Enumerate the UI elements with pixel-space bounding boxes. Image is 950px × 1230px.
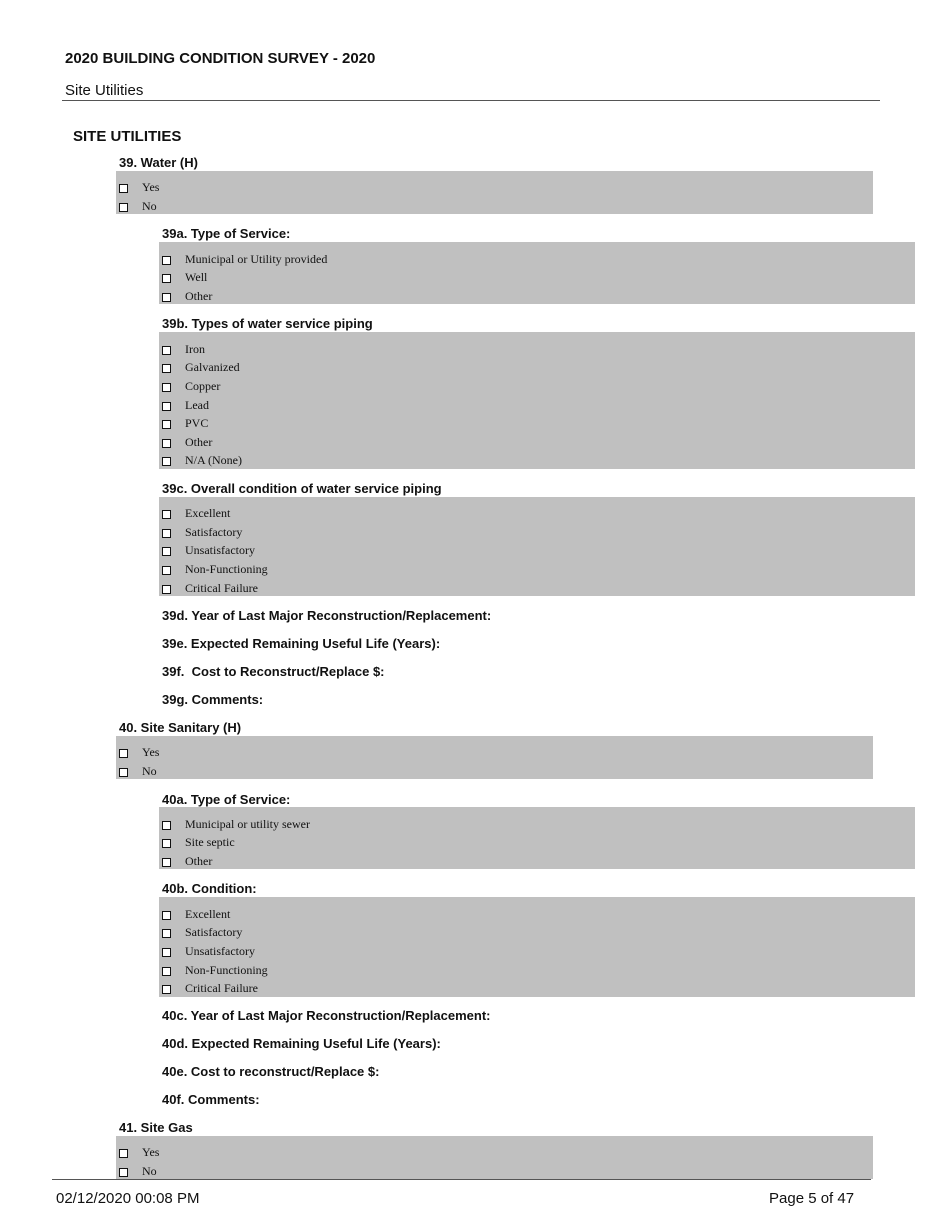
checkbox-icon[interactable] [162,967,171,976]
checkbox-icon[interactable] [162,529,171,538]
checkbox-icon[interactable] [119,749,128,758]
option-label: Other [185,854,213,868]
question-40b-label: 40b. Condition: [162,881,257,896]
question-39a-label: 39a. Type of Service: [162,226,291,241]
option-label: Yes [142,180,160,194]
option-label: PVC [185,416,209,430]
question-39g-label: 39g. Comments: [162,692,264,707]
option-label: Excellent [185,907,231,921]
checkbox-icon[interactable] [162,256,171,265]
checkbox-icon[interactable] [162,839,171,848]
checkbox-icon[interactable] [162,929,171,938]
option-label: Unsatisfactory [185,944,255,958]
checkbox-icon[interactable] [119,1149,128,1158]
question-40e-label: 40e. Cost to reconstruct/Replace $: [162,1064,380,1079]
checkbox-icon[interactable] [162,821,171,830]
checkbox-icon[interactable] [162,457,171,466]
option-label: No [142,199,157,213]
question-39c-label: 39c. Overall condition of water service piping [162,481,442,496]
checkbox-icon[interactable] [162,439,171,448]
option-label: Yes [142,1145,160,1159]
question-39d-label: 39d. Year of Last Major Reconstruction/Replacement: [162,608,492,623]
option-label: Well [185,270,208,284]
footer-divider [52,1179,871,1180]
q39a-options [159,242,915,304]
checkbox-icon[interactable] [162,274,171,283]
footer-page-number: Page 5 of 47 [769,1190,855,1207]
option-label: Satisfactory [185,525,243,539]
checkbox-icon[interactable] [162,364,171,373]
option-label: Non-Functioning [185,963,268,977]
document-title: 2020 BUILDING CONDITION SURVEY - 2020 [65,50,376,67]
q39c-options [159,497,915,596]
option-label: Municipal or Utility provided [185,252,328,266]
option-label: Excellent [185,506,231,520]
question-40d-label: 40d. Expected Remaining Useful Life (Years): [162,1036,441,1051]
q40a-options [159,807,915,869]
checkbox-icon[interactable] [162,420,171,429]
checkbox-icon[interactable] [162,985,171,994]
question-39b-label: 39b. Types of water service piping [162,316,373,331]
q41-options [116,1136,873,1179]
option-label: Copper [185,379,221,393]
section-heading: SITE UTILITIES [73,128,182,145]
checkbox-icon[interactable] [162,585,171,594]
checkbox-icon[interactable] [119,203,128,212]
checkbox-icon[interactable] [162,547,171,556]
question-39e-label: 39e. Expected Remaining Useful Life (Years): [162,636,441,651]
option-label: Yes [142,745,160,759]
question-40c-label: 40c. Year of Last Major Reconstruction/Replacement: [162,1008,491,1023]
checkbox-icon[interactable] [162,911,171,920]
option-label: No [142,1164,157,1178]
option-label: No [142,764,157,778]
option-label: Critical Failure [185,581,258,595]
option-label: Other [185,435,213,449]
option-label: Municipal or utility sewer [185,817,310,831]
option-label: Iron [185,342,205,356]
checkbox-icon[interactable] [162,402,171,411]
question-40f-label: 40f. Comments: [162,1092,260,1107]
q39-options [116,171,873,214]
option-label: Non-Functioning [185,562,268,576]
option-label: Critical Failure [185,981,258,995]
checkbox-icon[interactable] [162,346,171,355]
question-40-label: 40. Site Sanitary (H) [119,720,242,735]
q39b-options [159,332,915,469]
footer-timestamp: 02/12/2020 00:08 PM [56,1190,200,1207]
q40-options [116,736,873,779]
option-label: Satisfactory [185,925,243,939]
q40b-options [159,897,915,997]
question-39-label: 39. Water (H) [119,155,198,170]
checkbox-icon[interactable] [162,858,171,867]
checkbox-icon[interactable] [119,768,128,777]
option-label: Lead [185,398,209,412]
checkbox-icon[interactable] [119,1168,128,1177]
question-40a-label: 40a. Type of Service: [162,792,291,807]
header-divider [62,100,880,101]
checkbox-icon[interactable] [119,184,128,193]
option-label: Site septic [185,835,235,849]
checkbox-icon[interactable] [162,383,171,392]
checkbox-icon[interactable] [162,293,171,302]
question-41-label: 41. Site Gas [119,1120,193,1135]
section-subtitle: Site Utilities [65,82,144,99]
option-label: N/A (None) [185,453,242,467]
option-label: Unsatisfactory [185,543,255,557]
question-39f-label: 39f. Cost to Reconstruct/Replace $: [162,664,385,679]
checkbox-icon[interactable] [162,948,171,957]
checkbox-icon[interactable] [162,566,171,575]
checkbox-icon[interactable] [162,510,171,519]
option-label: Other [185,289,213,303]
option-label: Galvanized [185,360,240,374]
